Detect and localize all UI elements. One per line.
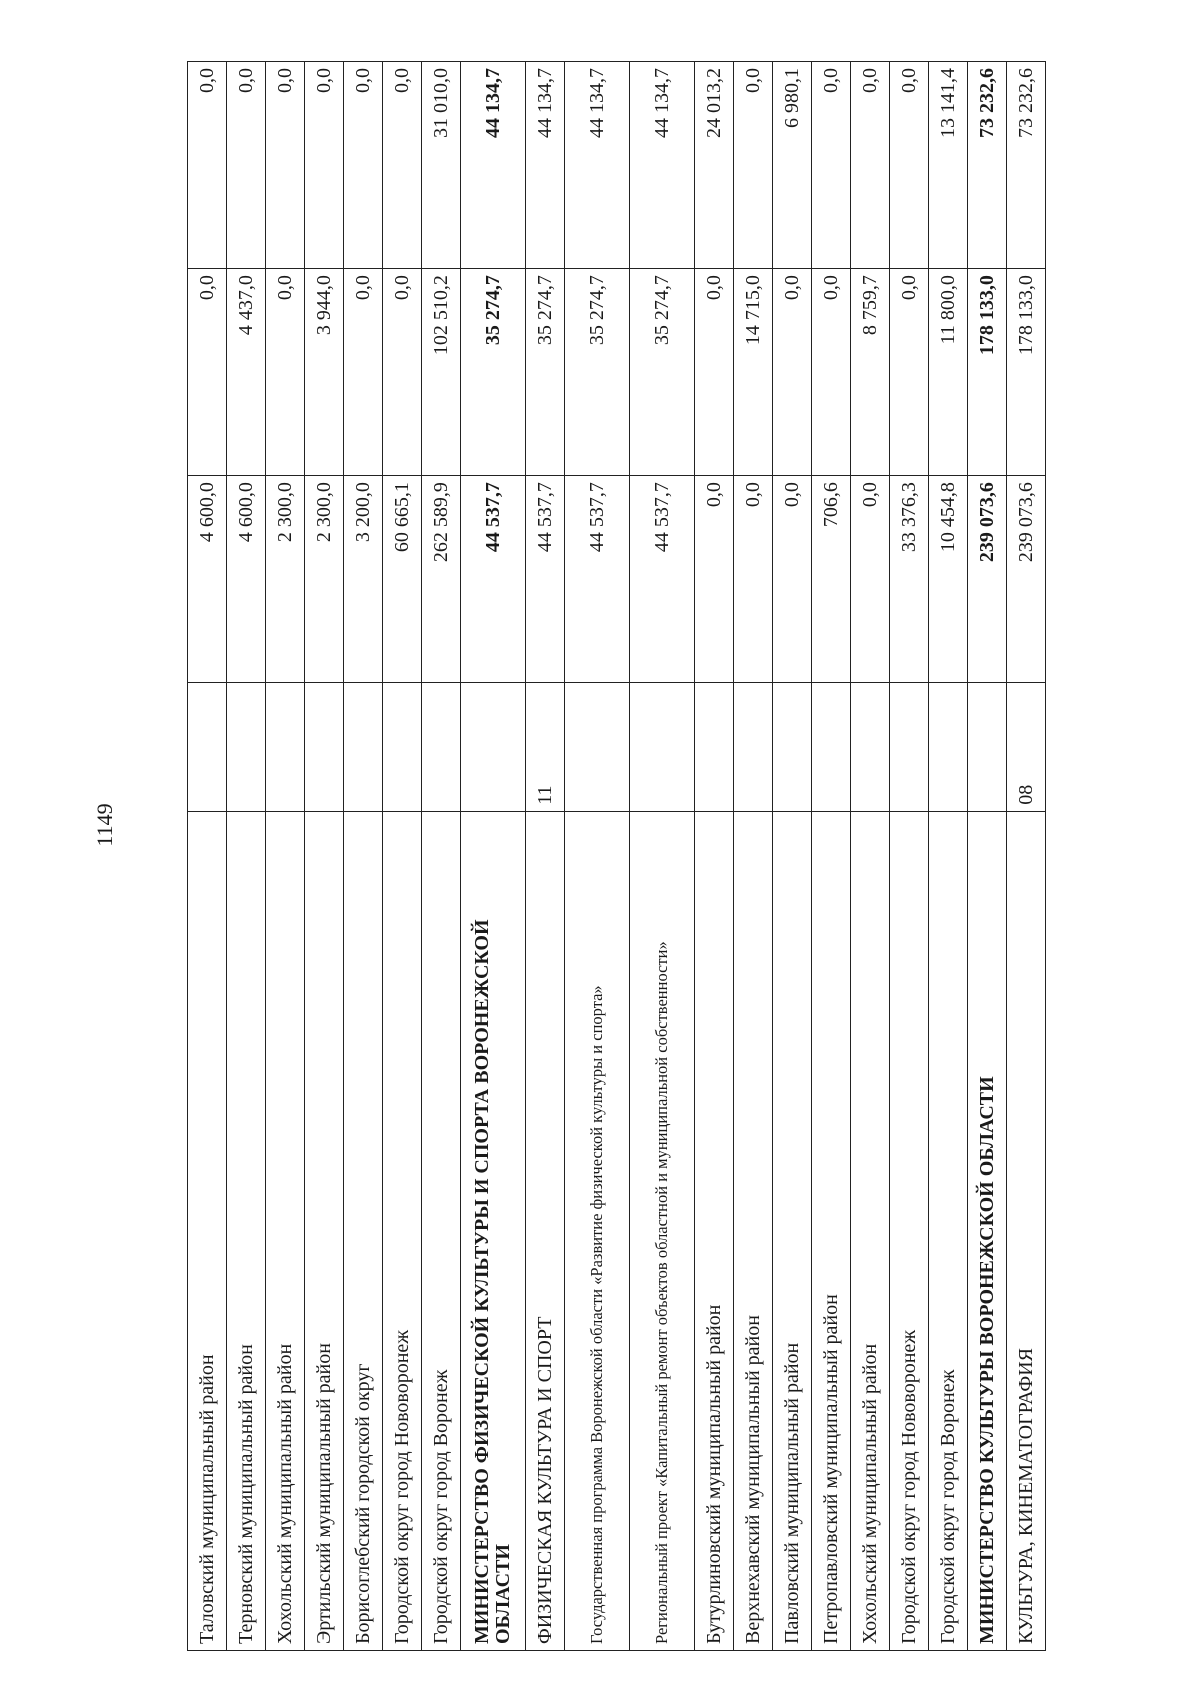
table-row-section [1007,62,1046,1651]
row-value-2: 178 133,0 [968,269,1007,476]
table-row-ministry [968,62,1007,1651]
row-value-2: 35 274,7 [526,269,565,476]
row-name: Государственная программа Воронежской области «Развитие физической культуры и спорта» [565,811,630,1650]
table-row [344,62,383,1651]
row-name: ФИЗИЧЕСКАЯ КУЛЬТУРА И СПОРТ [526,811,565,1650]
row-value-2: 11 800,0 [929,269,968,476]
row-value-3: 0,0 [344,62,383,269]
table-row-section [526,62,565,1651]
table-row [773,62,812,1651]
row-value-1: 0,0 [734,476,773,683]
row-value-2: 0,0 [383,269,422,476]
row-name: Эртильский муниципальный район [305,811,344,1650]
row-value-3: 0,0 [188,62,227,269]
row-value-1: 0,0 [851,476,890,683]
row-name: Городской округ город Воронеж [422,811,461,1650]
row-value-3: 31 010,0 [422,62,461,269]
row-value-3: 73 232,6 [968,62,1007,269]
row-value-2: 178 133,0 [1007,269,1046,476]
row-code [968,683,1007,812]
row-value-2: 0,0 [890,269,929,476]
row-value-1: 4 600,0 [227,476,266,683]
row-value-3: 44 134,7 [565,62,630,269]
table-row-ministry [461,62,526,1651]
row-code [422,683,461,812]
row-code [461,683,526,812]
row-value-1: 0,0 [695,476,734,683]
table-row [383,62,422,1651]
row-value-2: 35 274,7 [565,269,630,476]
row-value-3: 0,0 [266,62,305,269]
table-row [812,62,851,1651]
row-code [851,683,890,812]
table-row [188,62,227,1651]
row-value-2: 0,0 [188,269,227,476]
row-name: Хохольский муниципальный район [851,811,890,1650]
page-number: 1149 [92,803,117,847]
table-row [851,62,890,1651]
table-row [305,62,344,1651]
row-value-3: 0,0 [851,62,890,269]
row-value-1: 44 537,7 [630,476,695,683]
row-name: Верхнехавский муниципальный район [734,811,773,1650]
row-name: МИНИСТЕРСТВО КУЛЬТУРЫ ВОРОНЕЖСКОЙ ОБЛАСТИ [968,811,1007,1650]
table-row [890,62,929,1651]
table-row [422,62,461,1651]
table-row [227,62,266,1651]
row-value-1: 239 073,6 [968,476,1007,683]
row-value-3: 44 134,7 [461,62,526,269]
row-value-1: 60 665,1 [383,476,422,683]
table-row-program [565,62,630,1651]
row-code [890,683,929,812]
table-row [929,62,968,1651]
row-code: 08 [1007,683,1046,812]
row-value-1: 706,6 [812,476,851,683]
row-value-1: 33 376,3 [890,476,929,683]
row-value-1: 10 454,8 [929,476,968,683]
table-row-project [630,62,695,1651]
table-row [266,62,305,1651]
row-name: Борисоглебский городской округ [344,811,383,1650]
row-code: 11 [526,683,565,812]
row-value-2: 14 715,0 [734,269,773,476]
row-value-2: 0,0 [773,269,812,476]
row-value-3: 44 134,7 [630,62,695,269]
row-value-3: 13 141,4 [929,62,968,269]
row-value-1: 44 537,7 [461,476,526,683]
row-value-1: 2 300,0 [305,476,344,683]
row-value-1: 44 537,7 [565,476,630,683]
row-code [565,683,630,812]
row-code [630,683,695,812]
row-code [188,683,227,812]
row-value-3: 0,0 [305,62,344,269]
row-value-3: 73 232,6 [1007,62,1046,269]
row-name: Таловский муниципальный район [188,811,227,1650]
row-value-1: 239 073,6 [1007,476,1046,683]
row-value-2: 35 274,7 [461,269,526,476]
row-value-3: 0,0 [812,62,851,269]
row-name: Павловский муниципальный район [773,811,812,1650]
row-value-2: 4 437,0 [227,269,266,476]
row-code [383,683,422,812]
row-value-3: 0,0 [734,62,773,269]
row-name: Городской округ город Нововоронеж [383,811,422,1650]
row-code [266,683,305,812]
row-value-1: 44 537,7 [526,476,565,683]
row-value-3: 0,0 [383,62,422,269]
row-value-1: 2 300,0 [266,476,305,683]
row-code [344,683,383,812]
row-value-1: 3 200,0 [344,476,383,683]
row-value-2: 0,0 [812,269,851,476]
row-value-3: 0,0 [227,62,266,269]
row-code [929,683,968,812]
row-name: Бутурлиновский муниципальный район [695,811,734,1650]
row-code [812,683,851,812]
row-value-2: 3 944,0 [305,269,344,476]
row-value-2: 102 510,2 [422,269,461,476]
row-name: КУЛЬТУРА, КИНЕМАТОГРАФИЯ [1007,811,1046,1650]
row-code [734,683,773,812]
table-row [734,62,773,1651]
row-value-1: 4 600,0 [188,476,227,683]
row-value-3: 24 013,2 [695,62,734,269]
row-code [227,683,266,812]
row-value-3: 0,0 [890,62,929,269]
row-name: Хохольский муниципальный район [266,811,305,1650]
budget-table [187,61,1046,1651]
row-value-2: 0,0 [695,269,734,476]
row-name: Городской округ город Нововоронеж [890,811,929,1650]
row-value-2: 8 759,7 [851,269,890,476]
row-value-3: 44 134,7 [526,62,565,269]
row-name: МИНИСТЕРСТВО ФИЗИЧЕСКОЙ КУЛЬТУРЫ И СПОРТА ВОРОНЕЖСКОЙ ОБЛАСТИ [461,811,526,1650]
row-value-1: 262 589,9 [422,476,461,683]
row-value-3: 6 980,1 [773,62,812,269]
row-code [773,683,812,812]
row-value-2: 35 274,7 [630,269,695,476]
table-row [695,62,734,1651]
row-name: Петропавловский муниципальный район [812,811,851,1650]
row-value-2: 0,0 [266,269,305,476]
row-name: Городской округ город Воронеж [929,811,968,1650]
row-value-2: 0,0 [344,269,383,476]
row-name: Терновский муниципальный район [227,811,266,1650]
budget-table-container [187,61,1046,1651]
row-value-1: 0,0 [773,476,812,683]
row-code [305,683,344,812]
row-code [695,683,734,812]
row-name: Региональный проект «Капитальный ремонт объектов областной и муниципальной собственности» [630,811,695,1650]
